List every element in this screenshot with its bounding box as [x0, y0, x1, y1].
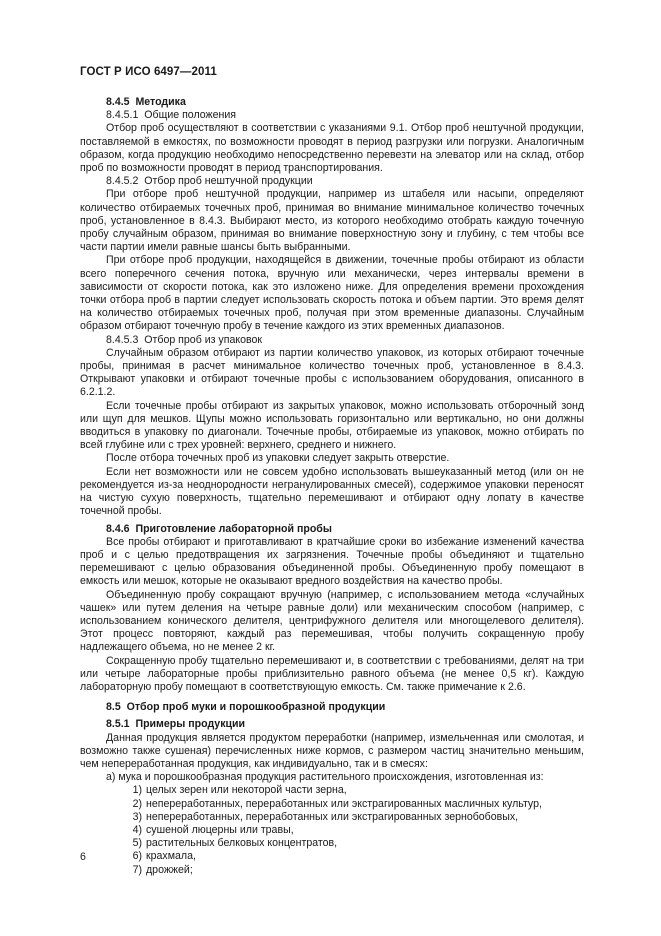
list-item-a: а) мука и порошкообразная продукция растительного происхождения, изготовленная из:	[106, 771, 544, 784]
subsection-heading-8-4-5-1: 8.4.5.1 Общие положения	[106, 109, 237, 122]
paragraph: Если нет возможности или не совсем удобно использовать вышеуказанный метод (или он не рекомендуется из-за неоднородности негранулированных смесей), содержимое упаковки переносят на чистую сухую поверхность, тщательно перемешивают и отбирают одну лопату в качестве точечной пробы.	[80, 465, 584, 518]
numbered-list	[80, 784, 584, 876]
section-heading-8-4-5: 8.4.5 Методика	[106, 96, 186, 108]
section-heading-8-5-1: 8.5.1 Примеры продукции	[106, 718, 246, 731]
page-header-title: ГОСТ Р ИСО 6497—2011	[80, 66, 217, 78]
paragraph: Если точечные пробы отбирают из закрытых упаковок, можно использовать отборочный зонд или щуп для мешков. Щупы можно использовать горизонтально или вертикально, но они должны вводиться в упаковку по диагонали. Точечные пробы, отбираемые из упаковок, можно отбирать по всей глубине или с трех уровней: верхнего, среднего и нижнего.	[80, 399, 584, 452]
section-heading-8-4-6: 8.4.6 Приготовление лабораторной пробы	[106, 522, 332, 535]
paragraph: Все пробы отбирают и приготавливают в кратчайшие сроки во избежание изменений качества проб и с целью предотвращения их загрязнения. Точечные пробы объединяют и тщательно перемешивают с целью образования объединенной пробы. Объединенную пробу помещают в емкость или мешок, которые не оказывают вредного воздействия на качество пробы.	[80, 535, 584, 588]
paragraph: При отборе проб продукции, находящейся в движении, точечные пробы отбирают из области всего поперечного сечения потока, вручную или механически, через интервалы времени в зависимости от скорости потока, как это изложено ниже. Для определения времени прохождения точки отбора проб в партии следует использовать скорость потока и объем партии. Это время делят на количество отбираемых точечных проб, получая при этом временные диапазоны. Случайным образом отбирают точечную пробу в течение каждого из этих временных диапазонов.	[80, 254, 584, 333]
paragraph: Отбор проб осуществляют в соответствии с указаниями 9.1. Отбор проб нештучной продукции, поставляемой в емкостях, по возможности проводят в период разгрузки или погрузки. Аналогичным образом, когда продукцию необходимо непосредственно перевезти на элеватор или на склад, отбор проб по возможности проводят в период транспортирования.	[80, 122, 584, 175]
paragraph: После отбора точечных проб из упаковки следует закрыть отверстие.	[106, 452, 450, 465]
page-number: 6	[80, 851, 86, 863]
list-item: 5) растительных белковых концентратов,	[132, 837, 338, 850]
document-body	[80, 96, 584, 877]
paragraph: Сокращенную пробу тщательно перемешивают и, в соответствии с требованиями, делят на три или четыре лабораторные пробы приблизительно равного объема (не менее 0,5 кг). Каждую лабораторную пробу помещают в соответствующую емкость. См. также примечание к 2.6.	[80, 654, 584, 693]
paragraph: Данная продукция является продуктом переработки (например, измельченная или смолотая, и возможно также сушеная) перечисленных ниже кормов, с размером частиц значительно меньшим, чем непереработанная продукция, как индивидуально, так и в смесях:	[80, 731, 584, 770]
list-item: 4) сушеной люцерны или травы,	[132, 823, 294, 836]
paragraph: Случайным образом отбирают из партии количество упаковок, из которых отбирают точечные пробы, принимая в расчет минимальное количество точечных проб, установленное в 8.4.3. Открывают упаковки и отбирают точечные пробы с использованием оборудования, описанного в 6.2.1.2.	[80, 346, 584, 399]
section-heading-8-5: 8.5 Отбор проб муки и порошкообразной продукции	[106, 701, 386, 714]
list-item: 7) дрожжей;	[132, 863, 193, 876]
subsection-heading-8-4-5-2: 8.4.5.2 Отбор проб нештучной продукции	[106, 175, 313, 188]
list-item: 3) непереработанных, переработанных или экстрагированных зернобобовых,	[132, 810, 519, 823]
paragraph: Объединенную пробу сокращают вручную (например, с использованием метода «случайных чашек» или путем деления на четыре равные доли) или механическим способом (например, с использованием конического делителя, центрифужного делителя или многощелевого делителя). Этот процесс повторяют, каждый раз перемешивая, чтобы получить сокращенную пробу надлежащего объема, но не менее 2 кг.	[80, 588, 584, 654]
list-item: 2) непереработанных, переработанных или экстрагированных масличных культур,	[132, 797, 542, 810]
list-item: 1) целых зерен или некоторой части зерна,	[132, 784, 347, 797]
paragraph: При отборе проб нештучной продукции, например из штабеля или насыпи, определяют количество отбираемых точечных проб, принимая во внимание минимальное количество точечных проб, установленное в 8.4.3. Выбирают место, из которого необходимо отобрать каждую точечную пробу случайным образом, принимая во внимание поверхностную зону и глубину, с тем чтобы все части партии имели равные шансы быть выбранными.	[80, 188, 584, 254]
list-item: 6) крахмала,	[132, 850, 196, 863]
subsection-heading-8-4-5-3: 8.4.5.3 Отбор проб из упаковок	[106, 333, 263, 346]
